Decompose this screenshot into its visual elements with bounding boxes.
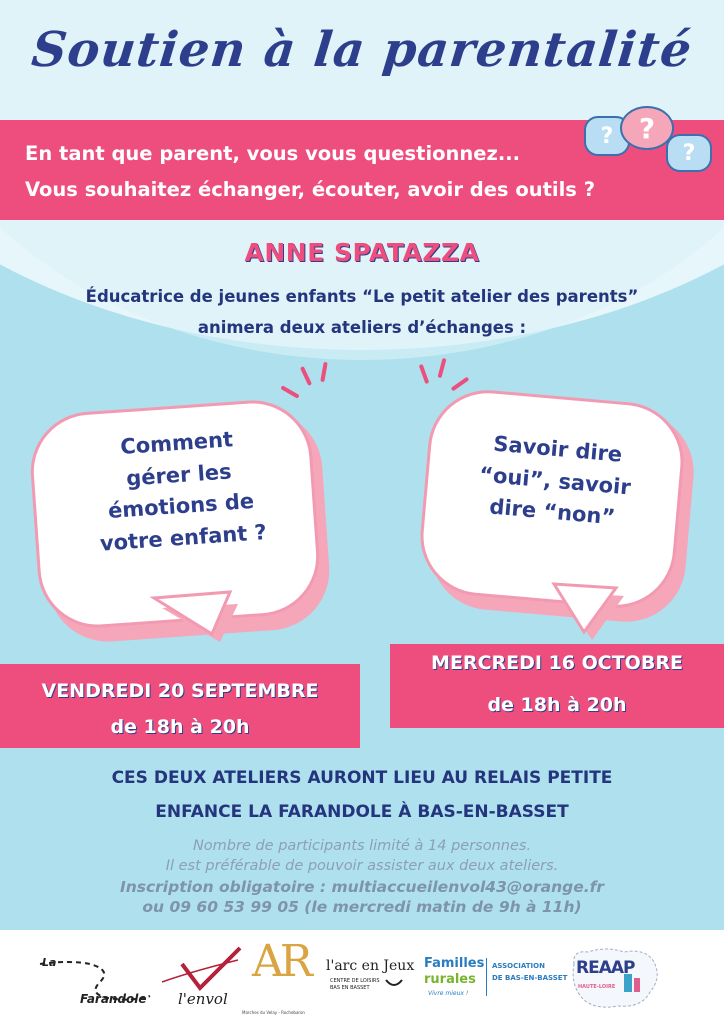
reaap-logo xyxy=(566,944,666,1014)
speaker-announcement: animera deux ateliers d’échanges : xyxy=(197,318,527,337)
speech-bubble-right xyxy=(420,390,700,660)
workshop-1-line: gérer les xyxy=(125,458,233,491)
speech-tail-left xyxy=(150,580,260,660)
envol-name: l'envol xyxy=(178,990,228,1008)
arc-en-jeux-name: l'arc en Jeux xyxy=(326,958,415,974)
workshop-1-line: émotions de xyxy=(107,488,255,524)
reaap-region: HAUTE-LOIRE xyxy=(578,984,616,990)
question-bubble-icon: ? xyxy=(620,106,674,150)
reaap-map-icon xyxy=(566,944,666,1014)
speaker-description: Éducatrice de jeunes enfants “Le petit atelier des parents” xyxy=(85,287,639,306)
ar-logo xyxy=(242,932,309,1022)
workshop-2-line: “oui”, savoir xyxy=(478,461,632,500)
familles-divider xyxy=(486,958,487,996)
speaker-name: ANNE SPATAZZA xyxy=(244,238,480,267)
page-title: Soutien à la parentalité xyxy=(29,22,695,78)
intro-line-2: Vous souhaitez échanger, écouter, avoir des outils ? xyxy=(25,178,596,201)
workshop-2-date: MERCREDI 16 OCTOBRE xyxy=(431,652,683,674)
arc-en-jeux-logo xyxy=(318,958,418,1008)
farandole-small: La xyxy=(42,956,57,969)
rurales-word: rurales xyxy=(424,972,476,987)
speech-bubble-left xyxy=(30,400,330,660)
familles-rurales-logo xyxy=(424,954,568,1010)
workshop-2-line: Savoir dire xyxy=(492,431,624,467)
smile-icon xyxy=(384,978,404,990)
la-farandole-logo xyxy=(30,944,160,1014)
venue-line-1: CES DEUX ATELIERS AURONT LIEU AU RELAIS PETITE xyxy=(111,768,613,788)
farandole-name: Farandole xyxy=(80,992,147,1006)
intro-line-1: En tant que parent, vous vous questionnez... xyxy=(25,142,521,165)
info-phone: ou 09 60 53 99 05 (le mercredi matin de 9h à 11h) xyxy=(142,898,582,916)
workshop-2-time: de 18h à 20h xyxy=(487,694,627,716)
ar-letters: AR xyxy=(252,936,309,987)
workshop-2-line: dire “non” xyxy=(488,494,617,530)
workshop-2-question xyxy=(446,425,663,537)
reaap-name: REAAP xyxy=(576,958,635,978)
footer-logos xyxy=(0,930,724,1024)
arc-en-jeux-caption-2: BAS EN BASSET xyxy=(330,985,370,991)
workshop-1-date: VENDREDI 20 SEPTEMBRE xyxy=(41,680,319,702)
info-registration: Inscription obligatoire : multiaccueilenvol43@orange.fr xyxy=(119,878,605,896)
workshop-1-line: votre enfant ? xyxy=(99,519,268,556)
workshop-1-question xyxy=(66,420,294,561)
venue-line-2: ENFANCE LA FARANDOLE À BAS-EN-BASSET xyxy=(155,802,569,822)
familles-tagline: Vivre mieux ! xyxy=(428,990,469,997)
envol-logo xyxy=(160,942,250,1016)
familles-word: Familles xyxy=(424,956,485,971)
question-bubble-icon: ? xyxy=(666,134,712,172)
info-participants: Nombre de participants limité à 14 personnes. xyxy=(192,838,532,854)
arc-en-jeux-caption-1: CENTRE DE LOISIRS xyxy=(330,978,380,984)
question-bubbles-icon xyxy=(578,104,718,174)
info-attendance: Il est préférable de pouvoir assister aux deux ateliers. xyxy=(165,858,559,874)
ar-caption: Marches du Velay - Rochebaron xyxy=(242,1010,305,1015)
question-bubble-icon: ? xyxy=(584,116,630,156)
speech-tail-right xyxy=(550,570,650,650)
familles-assoc: ASSOCIATION xyxy=(492,962,545,970)
familles-place: DE BAS-EN-BASSET xyxy=(492,974,568,982)
workshop-1-time: de 18h à 20h xyxy=(110,716,250,738)
workshop-1-line: Comment xyxy=(119,427,234,460)
